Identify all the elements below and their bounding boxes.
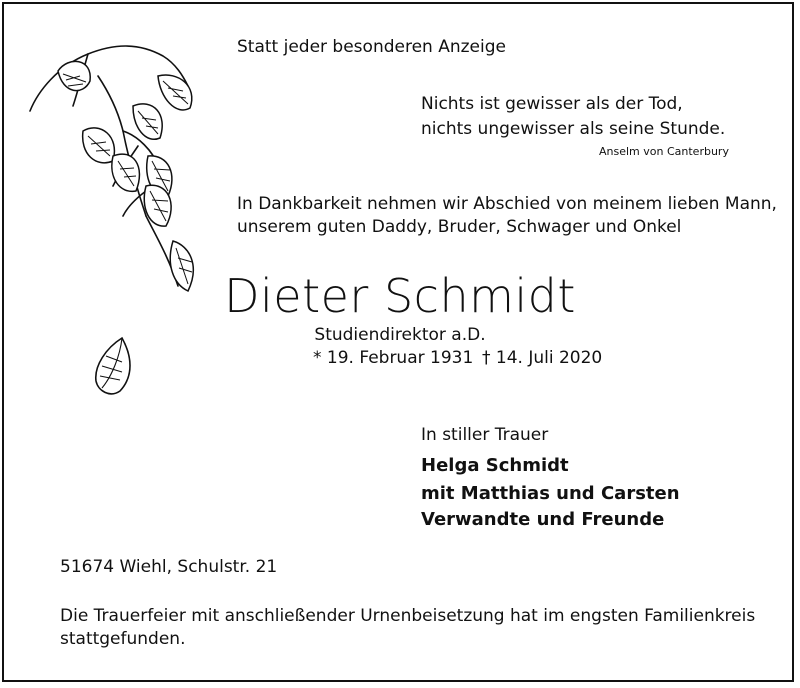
quote-author: Anselm von Canterbury	[599, 145, 729, 158]
mourner-line-1: Helga Schmidt	[421, 455, 569, 476]
death-date: † 14. Juli 2020	[482, 348, 603, 368]
thanks-line-1: In Dankbarkeit nehmen wir Abschied von meinem lieben Mann,	[237, 194, 777, 214]
mourner-line-3: Verwandte und Freunde	[421, 509, 665, 530]
leaf-1	[58, 61, 90, 90]
notice-line-1: Die Trauerfeier mit anschließender Urnenbeisetzung hat im engsten Familienkreis	[60, 606, 756, 626]
mourning-label: In stiller Trauer	[421, 425, 549, 445]
birth-date: * 19. Februar 1931	[313, 348, 474, 368]
thanks-line-2: unserem guten Daddy, Bruder, Schwager und Onkel	[237, 217, 682, 237]
intro-line: Statt jeder besonderen Anzeige	[237, 37, 506, 57]
address: 51674 Wiehl, Schulstr. 21	[60, 557, 278, 577]
quote-line-2: nichts ungewisser als seine Stunde.	[421, 119, 726, 139]
deceased-name: Dieter Schmidt	[224, 269, 576, 323]
mourner-line-2: mit Matthias und Carsten	[421, 483, 680, 504]
quote-line-1: Nichts ist gewisser als der Tod,	[421, 94, 683, 114]
deceased-title: Studiendirektor a.D.	[314, 325, 486, 345]
notice-line-2: stattgefunden.	[60, 629, 186, 649]
